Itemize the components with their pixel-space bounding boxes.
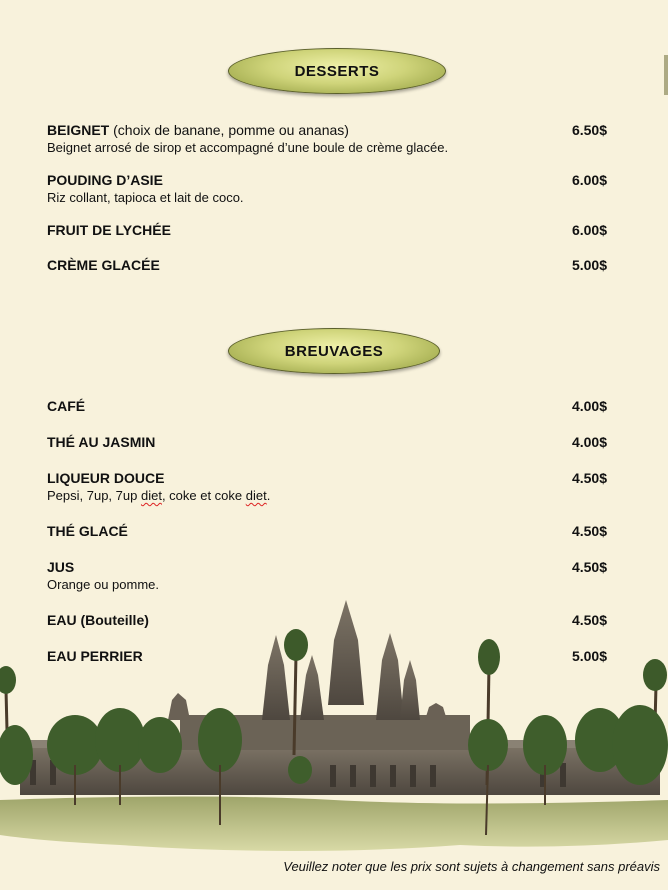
menu-item xyxy=(47,612,607,629)
menu-item xyxy=(47,523,607,540)
item-price: 4.00$ xyxy=(571,398,607,414)
item-description: Riz collant, tapioca et lait de coco. xyxy=(47,190,244,205)
item-price: 5.00$ xyxy=(571,257,607,273)
item-description: Orange ou pomme. xyxy=(47,577,160,592)
temple-illustration xyxy=(0,595,668,860)
desserts-title: DESSERTS xyxy=(294,62,380,80)
item-name: EAU PERRIER xyxy=(47,648,143,664)
item-name: POUDING D’ASIE xyxy=(47,172,163,188)
item-description: Beignet arrosé de sirop et accompagné d’une boule de crème glacée. xyxy=(47,140,449,155)
item-name: CAFÉ xyxy=(47,398,86,414)
menu-item xyxy=(47,648,607,665)
item-price: 6.00$ xyxy=(571,222,607,238)
item-name: FRUIT DE LYCHÉE xyxy=(47,222,171,238)
menu-item xyxy=(47,398,607,415)
menu-item xyxy=(47,172,607,206)
price-change-notice: Veuillez noter que les prix sont sujets à changement sans préavis xyxy=(283,859,660,874)
item-price: 6.00$ xyxy=(571,172,607,188)
menu-item xyxy=(47,559,607,593)
page-edge-mark xyxy=(664,55,668,95)
menu-item xyxy=(47,257,607,274)
menu-item xyxy=(47,470,607,504)
menu-item xyxy=(47,122,607,156)
item-price: 4.50$ xyxy=(571,470,607,486)
menu-item xyxy=(47,222,607,239)
item-price: 5.00$ xyxy=(571,648,607,664)
item-name: BEIGNET (choix de banane, pomme ou ananas) xyxy=(47,122,349,138)
item-price: 4.50$ xyxy=(571,612,607,628)
item-price: 6.50$ xyxy=(571,122,607,138)
item-price: 4.00$ xyxy=(571,434,607,450)
item-name: JUS xyxy=(47,559,75,575)
menu-item xyxy=(47,434,607,451)
item-description: Pepsi, 7up, 7up diet, coke et coke diet. xyxy=(47,488,271,503)
item-name: CRÈME GLACÉE xyxy=(47,257,160,273)
item-name: THÉ AU JASMIN xyxy=(47,434,156,450)
beverages-title: BREUVAGES xyxy=(284,342,384,360)
item-name: LIQUEUR DOUCE xyxy=(47,470,165,486)
beverages-heading xyxy=(228,328,440,374)
item-price: 4.50$ xyxy=(571,559,607,575)
item-name: THÉ GLACÉ xyxy=(47,523,128,539)
desserts-heading xyxy=(228,48,446,94)
item-price: 4.50$ xyxy=(571,523,607,539)
item-name: EAU (Bouteille) xyxy=(47,612,149,628)
